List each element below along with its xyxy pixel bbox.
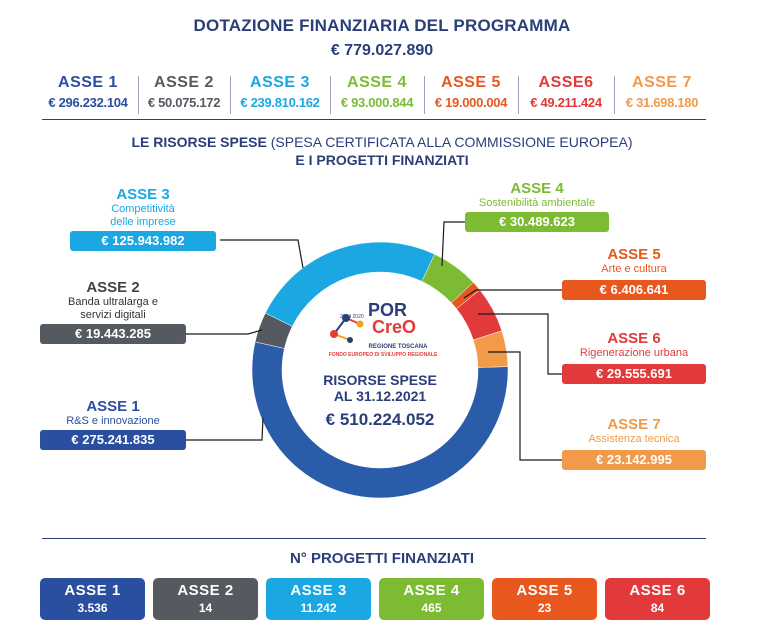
- top-axis-amount: € 31.698.180: [625, 95, 699, 110]
- callout-asse-1: [40, 398, 186, 428]
- leader-line-asse-4: [442, 222, 465, 266]
- callout-desc: Competitività delle imprese: [110, 203, 176, 228]
- projects-box-name: ASSE 1: [64, 582, 121, 599]
- value-pill-asse-1: € 275.241.835: [40, 430, 186, 450]
- callout-desc: Banda ultralarga e servizi digitali: [68, 296, 158, 321]
- callout-asse-6: [562, 330, 706, 360]
- top-axis-amount: € 93.000.844: [340, 95, 414, 110]
- top-axis-name: ASSE 2: [154, 74, 214, 91]
- callout-desc: Arte e cultura: [601, 263, 667, 275]
- projects-box-name: ASSE 2: [177, 582, 234, 599]
- callout-asse-7: [562, 416, 706, 446]
- projects-box-name: ASSE 4: [403, 582, 460, 599]
- callout-desc: R&S e innovazione: [66, 415, 160, 427]
- top-axis-amount: € 50.075.172: [147, 95, 221, 110]
- top-axis-name: ASSE 3: [250, 74, 310, 91]
- projects-box-count: 11.242: [300, 601, 337, 615]
- projects-box-count: 3.536: [77, 601, 108, 615]
- page-title: DOTAZIONE FINANZIARIA DEL PROGRAMMA: [193, 16, 571, 35]
- projects-box-name: ASSE 3: [290, 582, 347, 599]
- value-pill-asse-2: € 19.443.285: [40, 324, 186, 344]
- top-axis-amount: € 49.211.424: [530, 95, 602, 110]
- projects-box-asse-1: [40, 578, 145, 620]
- section-title-light: (SPESA CERTIFICATA ALLA COMMISSIONE EUROPEA): [270, 134, 633, 150]
- projects-box-count: 465: [421, 601, 442, 615]
- value-pill-asse-7: € 23.142.995: [562, 450, 706, 470]
- callout-asse-5: [562, 246, 706, 276]
- projects-box-asse-6: [605, 578, 710, 620]
- logo-region: REGIONE TOSCANA: [368, 344, 428, 350]
- projects-box-asse-2: [153, 578, 258, 620]
- projects-box-name: ASSE 6: [629, 582, 686, 599]
- top-axis-name: ASSE 5: [441, 74, 501, 91]
- logo-creo: CreO: [372, 317, 417, 337]
- callout-name: ASSE 4: [510, 180, 564, 197]
- callout-desc: Rigenerazione urbana: [579, 347, 689, 359]
- leader-line-asse-2: [184, 330, 262, 334]
- callout-asse-4: [465, 180, 609, 210]
- callout-name: ASSE 3: [116, 186, 170, 203]
- callout-asse-3: [70, 186, 216, 229]
- projects-box-count: 84: [650, 601, 665, 615]
- callout-desc: Assistenza tecnica: [588, 433, 680, 445]
- projects-box-asse-3: [266, 578, 371, 620]
- value-pill-asse-4: € 30.489.623: [465, 212, 609, 232]
- center-label: [290, 372, 470, 404]
- callout-name: ASSE 2: [86, 279, 140, 296]
- molecule-logo-icon: [324, 300, 374, 346]
- center-label-line1: RISORSE SPESE: [323, 372, 437, 388]
- top-axis-name: ASSE 1: [58, 74, 118, 91]
- projects-box-count: 23: [537, 601, 552, 615]
- total-allocation: € 779.027.890: [330, 42, 434, 59]
- projects-box-count: 14: [198, 601, 213, 615]
- section-divider: [42, 538, 706, 539]
- center-label-line2: AL 31.12.2021: [333, 388, 427, 404]
- top-axis-name: ASSE 4: [347, 74, 407, 91]
- top-axis-amount: € 19.000.004: [434, 95, 508, 110]
- callout-asse-2: [40, 279, 186, 322]
- projects-box-name: ASSE 5: [516, 582, 573, 599]
- callout-name: ASSE 5: [607, 246, 661, 263]
- value-pill-asse-6: € 29.555.691: [562, 364, 706, 384]
- callout-name: ASSE 7: [607, 416, 661, 433]
- projects-box-asse-5: [492, 578, 597, 620]
- logo-fund: FONDO EUROPEO DI SVILUPPO REGIONALE: [328, 352, 438, 358]
- section-title-bold: LE RISORSE SPESE: [131, 134, 267, 150]
- top-axis-name: ASSE 7: [632, 74, 692, 91]
- callout-name: ASSE 1: [86, 398, 140, 415]
- porcreo-logo: [324, 296, 444, 362]
- value-pill-asse-5: € 6.406.641: [562, 280, 706, 300]
- projects-box-asse-4: [379, 578, 484, 620]
- logo-years: 2014 2020: [340, 314, 364, 320]
- value-pill-asse-3: € 125.943.982: [70, 231, 216, 251]
- projects-title: N° PROGETTI FINANZIATI: [289, 550, 475, 567]
- top-axis-amount: € 296.232.104: [48, 95, 128, 110]
- callout-desc: Sostenibilità ambientale: [478, 197, 596, 209]
- center-amount: € 510.224.052: [325, 410, 435, 429]
- callout-name: ASSE 6: [607, 330, 661, 347]
- leader-line-asse-1: [184, 418, 263, 440]
- logo-por: POR: [368, 300, 408, 320]
- leader-line-asse-3: [220, 240, 303, 268]
- top-axis-name: ASSE6: [538, 74, 594, 91]
- top-axis-amount: € 239.810.162: [240, 95, 320, 110]
- section-title-line2: E I PROGETTI FINANZIATI: [295, 152, 469, 168]
